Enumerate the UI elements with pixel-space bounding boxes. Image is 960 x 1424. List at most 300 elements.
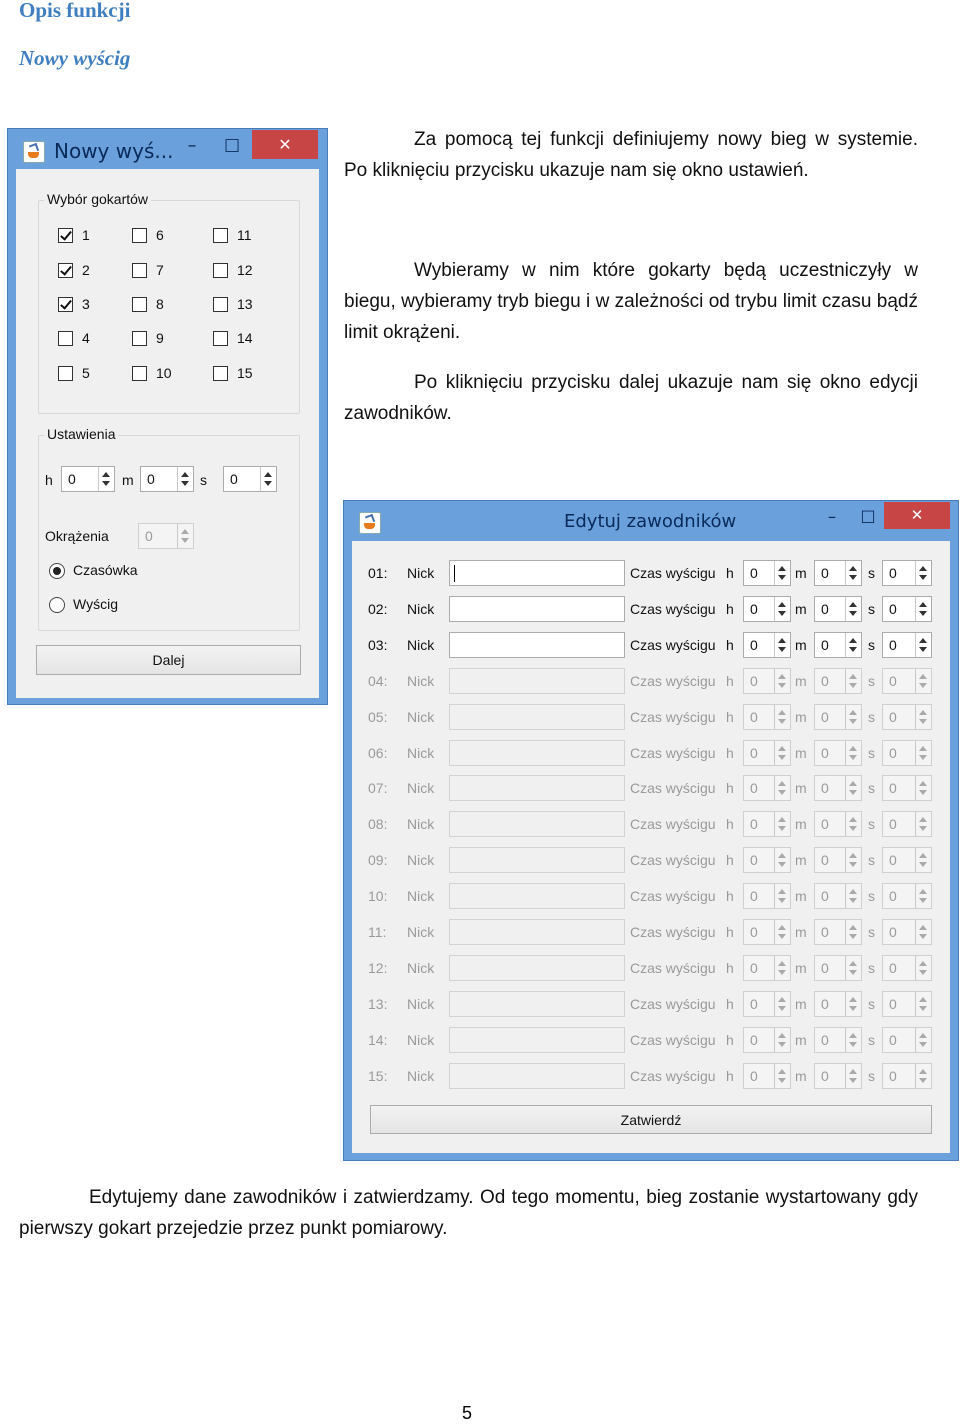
minutes-spinner[interactable] bbox=[814, 668, 862, 694]
kart-checkbox[interactable] bbox=[58, 366, 73, 381]
racer-number: 12: bbox=[368, 959, 388, 976]
seconds-label: s bbox=[868, 888, 875, 905]
spinner-arrows-icon[interactable] bbox=[845, 1028, 861, 1052]
kart-checkbox-label[interactable]: 1 bbox=[82, 227, 90, 243]
seconds-label: s bbox=[868, 780, 875, 797]
minutes-value: 0 bbox=[821, 708, 829, 725]
kart-checkbox[interactable] bbox=[132, 366, 147, 381]
spinner-arrows-icon[interactable] bbox=[915, 597, 931, 621]
nick-input[interactable] bbox=[449, 668, 625, 694]
confirm-button[interactable]: Zatwierdź bbox=[370, 1105, 932, 1134]
racer-row bbox=[352, 668, 950, 696]
spinner-arrows-icon[interactable] bbox=[915, 1064, 931, 1088]
seconds-value: 0 bbox=[889, 780, 897, 797]
maximize-icon[interactable]: □ bbox=[860, 506, 876, 525]
spinner-arrows-icon[interactable] bbox=[915, 1028, 931, 1052]
seconds-label: s bbox=[868, 600, 875, 617]
hours-spinner[interactable] bbox=[743, 919, 791, 945]
spinner-arrows-icon[interactable] bbox=[915, 920, 931, 944]
mode-time-label[interactable]: Czasówka bbox=[73, 562, 138, 578]
spinner-arrows-icon[interactable] bbox=[774, 1028, 790, 1052]
kart-checkbox-label[interactable]: 11 bbox=[237, 227, 252, 243]
racer-number: 08: bbox=[368, 816, 388, 833]
spinner-arrows-icon[interactable] bbox=[845, 705, 861, 729]
spinner-arrows-icon[interactable] bbox=[915, 956, 931, 980]
nick-input[interactable] bbox=[449, 955, 625, 981]
hours-value: 0 bbox=[750, 995, 758, 1012]
spinner-arrows-icon[interactable] bbox=[774, 597, 790, 621]
seconds-label: s bbox=[868, 708, 875, 725]
kart-checkbox-label[interactable]: 6 bbox=[156, 227, 164, 243]
hours-value: 0 bbox=[68, 471, 76, 487]
minutes-spinner[interactable] bbox=[140, 466, 194, 492]
kart-checkbox-label[interactable]: 10 bbox=[156, 365, 172, 381]
nick-input[interactable] bbox=[449, 596, 625, 622]
minutes-value: 0 bbox=[821, 852, 829, 869]
minutes-spinner[interactable] bbox=[814, 596, 862, 622]
minutes-spinner[interactable] bbox=[814, 1027, 862, 1053]
nick-label: Nick bbox=[407, 600, 435, 617]
kart-checkbox-label[interactable]: 4 bbox=[82, 330, 90, 346]
racer-row bbox=[352, 811, 950, 839]
paragraph-intro bbox=[344, 124, 918, 186]
racer-number: 04: bbox=[368, 672, 388, 689]
hours-spinner[interactable] bbox=[61, 466, 115, 492]
mode-time-radio[interactable] bbox=[49, 563, 65, 579]
seconds-label: s bbox=[868, 816, 875, 833]
hours-label: h bbox=[726, 1031, 734, 1048]
minutes-value: 0 bbox=[821, 780, 829, 797]
race-time-label: Czas wyścigu bbox=[630, 565, 716, 581]
seconds-value: 0 bbox=[889, 959, 897, 976]
kart-checkbox[interactable] bbox=[213, 297, 228, 312]
seconds-spinner[interactable] bbox=[882, 668, 932, 694]
racer-row bbox=[352, 991, 950, 1019]
nick-label: Nick bbox=[407, 708, 435, 725]
paragraph-settings-text: Wybieramy w nim które gokarty będą uczestniczyły w biegu, wybieramy tryb biegu i w zależności od trybu limit czasu bądź limit okrążeni. bbox=[344, 260, 918, 343]
kart-checkbox[interactable] bbox=[58, 228, 73, 243]
spinner-arrows-icon[interactable] bbox=[774, 992, 790, 1016]
kart-selection-group bbox=[38, 200, 300, 414]
minimize-icon[interactable]: – bbox=[827, 507, 837, 527]
kart-checkbox[interactable] bbox=[58, 297, 73, 312]
kart-checkbox-label[interactable]: 13 bbox=[237, 296, 253, 312]
kart-checkbox[interactable] bbox=[132, 297, 147, 312]
hours-label: h bbox=[726, 1067, 734, 1084]
hours-label: h bbox=[45, 472, 53, 488]
window-title: Edytuj zawodników bbox=[564, 511, 737, 532]
hours-spinner[interactable] bbox=[743, 775, 791, 801]
seconds-value: 0 bbox=[889, 816, 897, 833]
race-time-label: Czas wyścigu bbox=[630, 744, 716, 761]
seconds-value: 0 bbox=[889, 924, 897, 940]
minutes-label: m bbox=[795, 636, 807, 653]
seconds-value: 0 bbox=[889, 600, 897, 617]
minutes-spinner[interactable] bbox=[814, 955, 862, 981]
hours-value: 0 bbox=[750, 852, 758, 869]
kart-checkbox[interactable] bbox=[58, 263, 73, 278]
hours-spinner[interactable] bbox=[743, 596, 791, 622]
race-time-label: Czas wyścigu bbox=[630, 924, 716, 940]
kart-checkbox[interactable] bbox=[213, 331, 228, 346]
spinner-arrows-icon[interactable] bbox=[845, 848, 861, 872]
kart-checkbox[interactable] bbox=[132, 331, 147, 346]
spinner-arrows-icon[interactable] bbox=[915, 741, 931, 765]
spinner-arrows-icon[interactable] bbox=[774, 848, 790, 872]
nick-input[interactable] bbox=[449, 740, 625, 766]
kart-checkbox-label[interactable]: 9 bbox=[156, 330, 164, 346]
title-bar[interactable] bbox=[8, 129, 327, 171]
racer-row bbox=[352, 560, 950, 588]
race-time-label: Czas wyścigu bbox=[630, 636, 716, 653]
minutes-value: 0 bbox=[821, 924, 829, 940]
spinner-arrows-icon[interactable] bbox=[845, 669, 861, 693]
kart-checkbox-label[interactable]: 15 bbox=[237, 365, 253, 381]
hours-label: h bbox=[726, 852, 734, 869]
seconds-spinner[interactable] bbox=[882, 740, 932, 766]
hours-label: h bbox=[726, 959, 734, 976]
spinner-arrows-icon[interactable] bbox=[845, 741, 861, 765]
kart-checkbox[interactable] bbox=[213, 228, 228, 243]
seconds-value: 0 bbox=[889, 995, 897, 1012]
seconds-spinner[interactable] bbox=[882, 775, 932, 801]
race-time-label: Czas wyścigu bbox=[630, 995, 716, 1012]
window-client-area bbox=[352, 541, 950, 1153]
minutes-value: 0 bbox=[821, 565, 829, 581]
seconds-value: 0 bbox=[889, 565, 897, 581]
minutes-label: m bbox=[795, 600, 807, 617]
minutes-spinner[interactable] bbox=[814, 1063, 862, 1089]
hours-label: h bbox=[726, 600, 734, 617]
racer-number: 13: bbox=[368, 995, 388, 1012]
seconds-value: 0 bbox=[889, 708, 897, 725]
seconds-spinner[interactable] bbox=[882, 1063, 932, 1089]
nick-label: Nick bbox=[407, 744, 435, 761]
nick-input[interactable] bbox=[449, 847, 625, 873]
seconds-label: s bbox=[868, 959, 875, 976]
java-app-icon bbox=[23, 141, 45, 163]
hours-value: 0 bbox=[750, 1067, 758, 1084]
spinner-arrows-icon[interactable] bbox=[915, 705, 931, 729]
spinner-arrows-icon[interactable] bbox=[915, 812, 931, 836]
seconds-spinner[interactable] bbox=[882, 955, 932, 981]
seconds-label: s bbox=[868, 924, 875, 940]
nick-input[interactable] bbox=[449, 1063, 625, 1089]
spinner-arrows-icon[interactable] bbox=[774, 633, 790, 657]
java-app-icon bbox=[359, 512, 381, 534]
kart-checkbox[interactable] bbox=[132, 263, 147, 278]
hours-spinner[interactable] bbox=[743, 704, 791, 730]
racer-number: 15: bbox=[368, 1067, 388, 1084]
race-time-label: Czas wyścigu bbox=[630, 672, 716, 689]
paragraph-settings bbox=[344, 255, 918, 348]
spinner-arrows-icon[interactable] bbox=[845, 561, 861, 585]
spinner-arrows-icon[interactable] bbox=[98, 467, 114, 491]
seconds-value: 0 bbox=[230, 471, 238, 487]
hours-label: h bbox=[726, 708, 734, 725]
racer-row bbox=[352, 883, 950, 911]
spinner-arrows-icon[interactable] bbox=[774, 741, 790, 765]
nick-input[interactable] bbox=[449, 1027, 625, 1053]
seconds-spinner[interactable] bbox=[882, 704, 932, 730]
seconds-spinner[interactable] bbox=[882, 632, 932, 658]
hours-value: 0 bbox=[750, 708, 758, 725]
racer-row bbox=[352, 1063, 950, 1091]
seconds-label: s bbox=[868, 565, 875, 581]
minutes-label: m bbox=[795, 1067, 807, 1084]
seconds-value: 0 bbox=[889, 1031, 897, 1048]
minutes-spinner[interactable] bbox=[814, 811, 862, 837]
minutes-value: 0 bbox=[821, 816, 829, 833]
spinner-arrows-icon[interactable] bbox=[774, 561, 790, 585]
minutes-label: m bbox=[795, 672, 807, 689]
hours-spinner[interactable] bbox=[743, 847, 791, 873]
nick-label: Nick bbox=[407, 565, 435, 581]
spinner-arrows-icon[interactable] bbox=[915, 992, 931, 1016]
hours-value: 0 bbox=[750, 780, 758, 797]
racer-number: 09: bbox=[368, 852, 388, 869]
seconds-spinner[interactable] bbox=[882, 560, 932, 586]
spinner-arrows-icon[interactable] bbox=[845, 633, 861, 657]
minutes-label: m bbox=[795, 780, 807, 797]
racer-row bbox=[352, 740, 950, 768]
race-time-label: Czas wyścigu bbox=[630, 780, 716, 797]
minutes-spinner[interactable] bbox=[814, 704, 862, 730]
racer-row bbox=[352, 632, 950, 660]
kart-checkbox-label[interactable]: 5 bbox=[82, 365, 90, 381]
nick-input[interactable] bbox=[449, 704, 625, 730]
text-caret bbox=[454, 565, 455, 582]
seconds-spinner[interactable] bbox=[223, 466, 277, 492]
spinner-arrows-icon[interactable] bbox=[845, 956, 861, 980]
hours-spinner[interactable] bbox=[743, 1027, 791, 1053]
minutes-value: 0 bbox=[821, 1067, 829, 1084]
nick-input[interactable] bbox=[449, 775, 625, 801]
window-title: Nowy wyś... bbox=[54, 139, 174, 163]
close-button[interactable]: ✕ bbox=[252, 130, 318, 159]
spinner-arrows-icon[interactable] bbox=[774, 920, 790, 944]
kart-checkbox[interactable] bbox=[132, 228, 147, 243]
minutes-label: m bbox=[795, 959, 807, 976]
laps-label: Okrążenia bbox=[45, 528, 109, 544]
seconds-label: s bbox=[868, 744, 875, 761]
hours-label: h bbox=[726, 888, 734, 905]
seconds-spinner[interactable] bbox=[882, 991, 932, 1017]
nick-label: Nick bbox=[407, 924, 435, 940]
racer-row bbox=[352, 919, 950, 947]
minutes-label: m bbox=[795, 852, 807, 869]
spinner-arrows-icon[interactable] bbox=[774, 884, 790, 908]
kart-checkbox-label[interactable]: 2 bbox=[82, 262, 90, 278]
spinner-arrows-icon[interactable] bbox=[845, 812, 861, 836]
seconds-label: s bbox=[868, 995, 875, 1012]
seconds-spinner[interactable] bbox=[882, 883, 932, 909]
hours-spinner[interactable] bbox=[743, 632, 791, 658]
spinner-arrows-icon[interactable] bbox=[845, 884, 861, 908]
hours-value: 0 bbox=[750, 636, 758, 653]
minutes-spinner[interactable] bbox=[814, 919, 862, 945]
race-time-label: Czas wyścigu bbox=[630, 959, 716, 976]
kart-checkbox-label[interactable]: 14 bbox=[237, 330, 253, 346]
racer-number: 11: bbox=[368, 924, 387, 940]
seconds-value: 0 bbox=[889, 852, 897, 869]
nick-label: Nick bbox=[407, 1031, 435, 1048]
seconds-label: s bbox=[200, 472, 207, 488]
kart-checkbox-label[interactable]: 7 bbox=[156, 262, 164, 278]
seconds-value: 0 bbox=[889, 672, 897, 689]
seconds-spinner[interactable] bbox=[882, 811, 932, 837]
hours-value: 0 bbox=[750, 816, 758, 833]
racer-number: 06: bbox=[368, 744, 388, 761]
minutes-value: 0 bbox=[147, 471, 155, 487]
hours-value: 0 bbox=[750, 1031, 758, 1048]
hours-spinner[interactable] bbox=[743, 955, 791, 981]
seconds-spinner[interactable] bbox=[882, 596, 932, 622]
hours-label: h bbox=[726, 636, 734, 653]
nick-input[interactable] bbox=[449, 560, 625, 586]
minutes-value: 0 bbox=[821, 995, 829, 1012]
nick-label: Nick bbox=[407, 672, 435, 689]
spinner-arrows-icon[interactable] bbox=[915, 848, 931, 872]
seconds-spinner[interactable] bbox=[882, 919, 932, 945]
spinner-arrows-icon[interactable] bbox=[774, 705, 790, 729]
racer-row bbox=[352, 1027, 950, 1055]
nick-label: Nick bbox=[407, 1067, 435, 1084]
hours-spinner[interactable] bbox=[743, 883, 791, 909]
spinner-arrows-icon[interactable] bbox=[845, 1064, 861, 1088]
page-number: 5 bbox=[462, 1403, 473, 1423]
minimize-icon[interactable]: – bbox=[187, 135, 197, 156]
race-time-label: Czas wyścigu bbox=[630, 708, 716, 725]
race-time-label: Czas wyścigu bbox=[630, 1067, 716, 1084]
spinner-arrows-icon[interactable] bbox=[845, 776, 861, 800]
hours-spinner[interactable] bbox=[743, 668, 791, 694]
spinner-arrows-icon[interactable] bbox=[915, 669, 931, 693]
mode-race-radio[interactable] bbox=[49, 597, 65, 613]
nick-label: Nick bbox=[407, 888, 435, 905]
spinner-arrows-icon[interactable] bbox=[774, 669, 790, 693]
hours-spinner[interactable] bbox=[743, 1063, 791, 1089]
nick-input[interactable] bbox=[449, 811, 625, 837]
racer-number: 01: bbox=[368, 565, 388, 581]
hours-value: 0 bbox=[750, 744, 758, 761]
kart-checkbox[interactable] bbox=[213, 366, 228, 381]
hours-spinner[interactable] bbox=[743, 560, 791, 586]
nick-input[interactable] bbox=[449, 991, 625, 1017]
kart-checkbox-label[interactable]: 12 bbox=[237, 262, 253, 278]
seconds-spinner[interactable] bbox=[882, 847, 932, 873]
minutes-label: m bbox=[795, 1031, 807, 1048]
spinner-arrows-icon[interactable] bbox=[915, 633, 931, 657]
racer-number: 02: bbox=[368, 600, 388, 617]
seconds-spinner[interactable] bbox=[882, 1027, 932, 1053]
minutes-spinner[interactable] bbox=[814, 740, 862, 766]
laps-value: 0 bbox=[145, 528, 153, 544]
racer-number: 07: bbox=[368, 780, 388, 797]
edit-racers-window bbox=[343, 500, 959, 1161]
paragraph-confirm bbox=[19, 1182, 918, 1244]
nick-label: Nick bbox=[407, 959, 435, 976]
minutes-value: 0 bbox=[821, 888, 829, 905]
title-bar[interactable] bbox=[344, 501, 958, 543]
hours-spinner[interactable] bbox=[743, 811, 791, 837]
maximize-icon[interactable]: □ bbox=[223, 135, 241, 155]
hours-label: h bbox=[726, 565, 734, 581]
minutes-value: 0 bbox=[821, 1031, 829, 1048]
kart-checkbox-label[interactable]: 8 bbox=[156, 296, 164, 312]
race-time-label: Czas wyścigu bbox=[630, 816, 716, 833]
spinner-arrows-icon[interactable] bbox=[915, 561, 931, 585]
laps-spinner[interactable] bbox=[138, 523, 194, 549]
seconds-value: 0 bbox=[889, 1067, 897, 1084]
race-time-label: Czas wyścigu bbox=[630, 852, 716, 869]
hours-value: 0 bbox=[750, 600, 758, 617]
kart-checkbox-label[interactable]: 3 bbox=[82, 296, 90, 312]
hours-spinner[interactable] bbox=[743, 991, 791, 1017]
spinner-arrows-icon[interactable] bbox=[774, 812, 790, 836]
spinner-arrows-icon[interactable] bbox=[845, 992, 861, 1016]
minutes-spinner[interactable] bbox=[814, 775, 862, 801]
minutes-spinner[interactable] bbox=[814, 991, 862, 1017]
section-heading: Opis funkcji bbox=[19, 0, 131, 22]
spinner-arrows-icon[interactable] bbox=[774, 956, 790, 980]
spinner-arrows-icon[interactable] bbox=[845, 597, 861, 621]
racer-number: 14: bbox=[368, 1031, 388, 1048]
spinner-arrows-icon[interactable] bbox=[177, 467, 193, 491]
racer-number: 10: bbox=[368, 888, 388, 905]
minutes-spinner[interactable] bbox=[814, 847, 862, 873]
minutes-value: 0 bbox=[821, 672, 829, 689]
subsection-heading: Nowy wyścig bbox=[19, 46, 131, 70]
nick-input[interactable] bbox=[449, 919, 625, 945]
spinner-arrows-icon[interactable] bbox=[260, 467, 276, 491]
kart-checkbox[interactable] bbox=[58, 331, 73, 346]
minutes-value: 0 bbox=[821, 636, 829, 653]
minutes-spinner[interactable] bbox=[814, 632, 862, 658]
seconds-value: 0 bbox=[889, 744, 897, 761]
hours-spinner[interactable] bbox=[743, 740, 791, 766]
racer-row bbox=[352, 775, 950, 803]
mode-race-label[interactable]: Wyścig bbox=[73, 596, 118, 612]
race-time-label: Czas wyścigu bbox=[630, 888, 716, 905]
hours-value: 0 bbox=[750, 672, 758, 689]
hours-value: 0 bbox=[750, 565, 758, 581]
nick-input[interactable] bbox=[449, 883, 625, 909]
hours-value: 0 bbox=[750, 888, 758, 905]
spinner-arrows-icon[interactable] bbox=[915, 884, 931, 908]
kart-checkbox[interactable] bbox=[213, 263, 228, 278]
spinner-arrows-icon[interactable] bbox=[774, 776, 790, 800]
race-time-label: Czas wyścigu bbox=[630, 600, 716, 617]
nick-input[interactable] bbox=[449, 632, 625, 658]
nick-label: Nick bbox=[407, 780, 435, 797]
minutes-label: m bbox=[795, 995, 807, 1012]
paragraph-intro-text: Za pomocą tej funkcji definiujemy nowy bieg w systemie. Po kliknięciu przycisku ukazuje nam się okno ustawień. bbox=[344, 129, 918, 181]
racer-number: 05: bbox=[368, 708, 388, 725]
close-button[interactable]: ✕ bbox=[884, 502, 950, 529]
spinner-arrows-icon[interactable] bbox=[774, 1064, 790, 1088]
new-race-window bbox=[7, 128, 328, 705]
settings-label: Ustawienia bbox=[44, 426, 118, 442]
racer-number: 03: bbox=[368, 636, 388, 653]
minutes-spinner[interactable] bbox=[814, 560, 862, 586]
seconds-value: 0 bbox=[889, 636, 897, 653]
next-button[interactable]: Dalej bbox=[36, 645, 301, 675]
minutes-spinner[interactable] bbox=[814, 883, 862, 909]
spinner-arrows-icon[interactable] bbox=[915, 776, 931, 800]
spinner-arrows-icon[interactable] bbox=[177, 524, 193, 548]
spinner-arrows-icon[interactable] bbox=[845, 920, 861, 944]
